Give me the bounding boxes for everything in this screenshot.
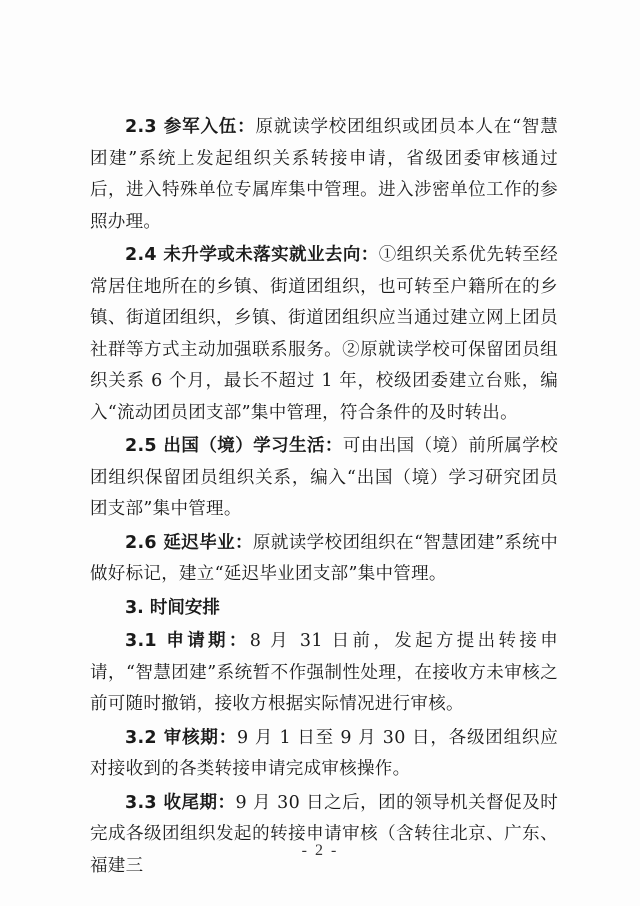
paragraph-2-3 [90, 112, 558, 238]
paragraph-heading: 2.4 未升学或未落实就业去向： [125, 245, 379, 265]
paragraph-text: ①组织关系优先转至经常居住地所在的乡镇、街道团组织，也可转至户籍所在的乡镇、街道团组织，乡镇、街道团组织应当通过建立网上团员社群等方式主动加强联系服务。②原就读学校可保留团员组织关系 6 个月，最长不超过 1 年，校级团委建立台账，编入“流动团员团支部”集中管理，符合条件的及时转出。 [90, 245, 558, 423]
paragraph-text: 可由出国（境）前所属学校团组织保留团员组织关系，编入“出国（境）学习研究团员团支部”集中管理。 [90, 436, 558, 519]
paragraph-text: 9 月 1 日至 9 月 30 日，各级团组织应对接收到的各类转接申请完成审核操作。 [90, 727, 559, 779]
paragraph-3-2 [90, 723, 558, 786]
paragraph-heading: 2.6 延迟毕业： [125, 532, 253, 553]
document-body [90, 112, 558, 884]
paragraph-text: 原就读学校团组织或团员本人在“智慧团建”系统上发起组织关系转接申请，省级团委审核通过后，进入特殊单位专属库集中管理。进入涉密单位工作的参照办理。 [90, 117, 559, 232]
paragraph-heading: 3.2 审核期： [125, 727, 238, 748]
paragraph-heading: 3.1 申请期： [125, 631, 250, 651]
paragraph-text: 8 月 31 日前，发起方提出转接申请，“智慧团建”系统暂不作强制性处理，在接收方未审核之前可随时撤销，接收方根据实际情况进行审核。 [90, 631, 558, 714]
paragraph-3-3 [90, 788, 558, 883]
paragraph-heading: 2.3 参军入伍： [125, 117, 256, 137]
paragraph-2-5 [90, 431, 558, 526]
paragraph-heading: 3.3 收尾期： [125, 792, 236, 813]
paragraph-3-1 [90, 626, 558, 721]
paragraph-2-4 [90, 240, 558, 429]
page-number: - 2 - [301, 842, 339, 859]
section-title-time-arrangement: 3. 时间安排 [125, 597, 220, 618]
paragraph-text: 原就读学校团组织在“智慧团建”系统中做好标记，建立“延迟毕业团支部”集中管理。 [90, 532, 558, 584]
paragraph-heading: 2.5 出国（境）学习生活： [125, 436, 343, 456]
paragraph-2-6 [90, 528, 558, 591]
paragraph-text: 9 月 30 日之后，团的领导机关督促及时完成各级团组织发起的转接申请审核（含转往北京、广东、福建三 [90, 792, 558, 876]
